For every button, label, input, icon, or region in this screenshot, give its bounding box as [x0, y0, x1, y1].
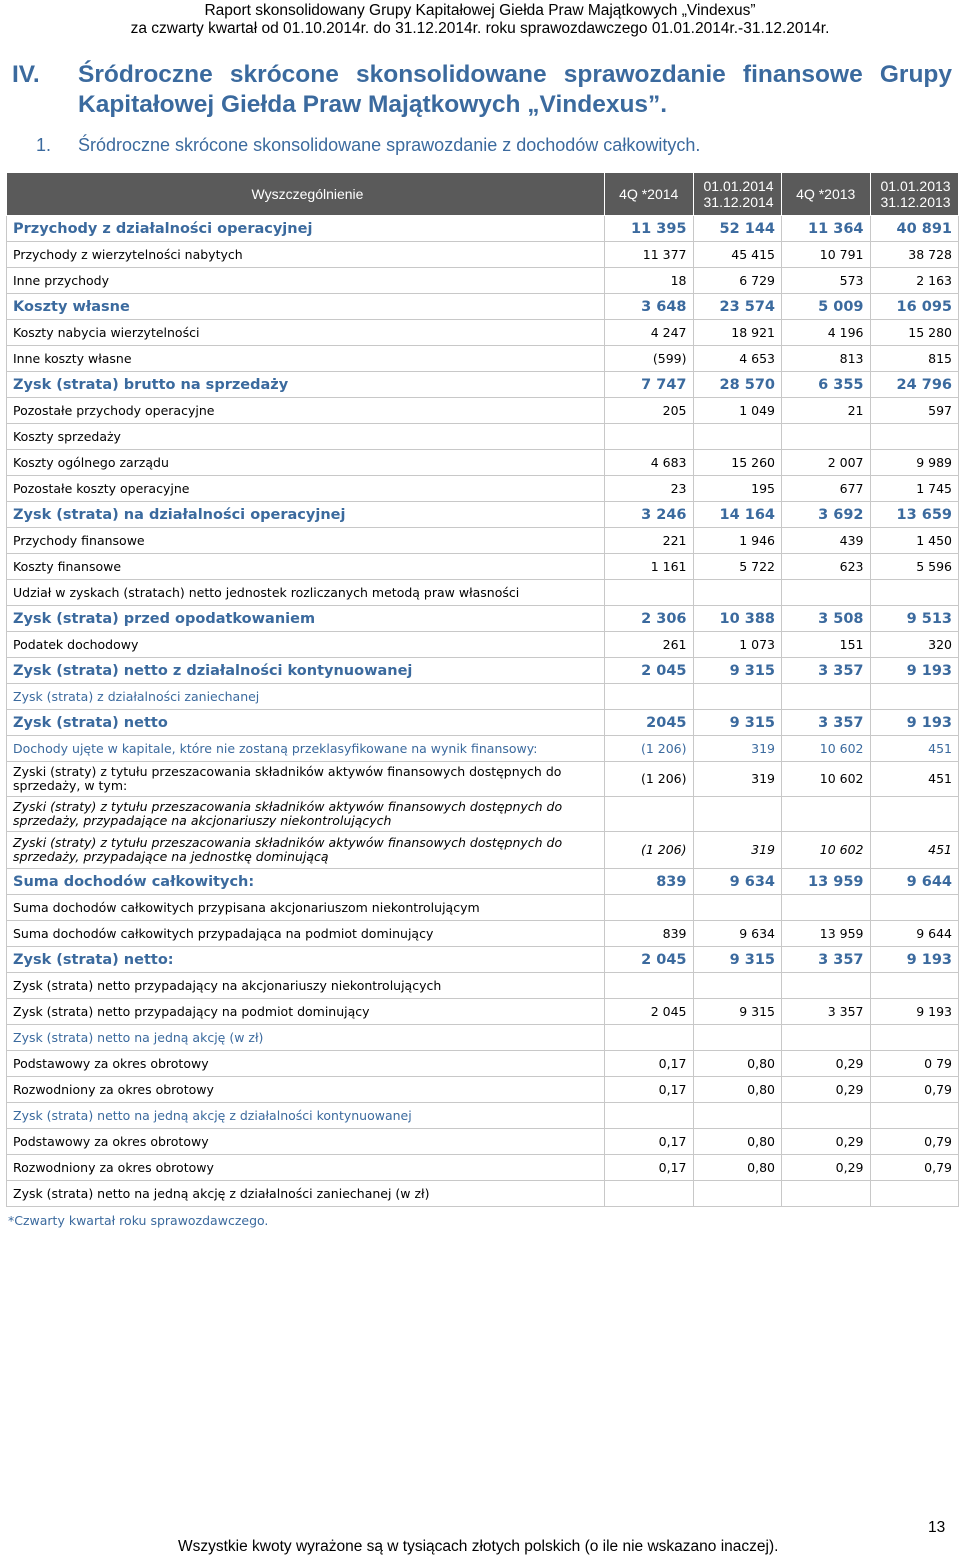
- value-4q-2013: 439: [782, 528, 871, 554]
- value-ytd-2014: 9 315: [693, 999, 782, 1025]
- value-4q-2013: [782, 797, 871, 832]
- value-4q-2014: [605, 1103, 694, 1129]
- row-label: Zyski (straty) z tytułu przeszacowania składników aktywów finansowych dostępnych do sprzedaży, przypadające na akcjonariuszy niekontrolujących: [7, 797, 605, 832]
- value-ytd-2014: 9 634: [693, 921, 782, 947]
- table-row: [7, 268, 959, 294]
- value-4q-2014: 4 683: [605, 450, 694, 476]
- table-row: [7, 216, 959, 242]
- table-row: [7, 346, 959, 372]
- value-ytd-2013: 15 280: [870, 320, 959, 346]
- value-ytd-2013: [870, 1181, 959, 1207]
- value-4q-2013: [782, 580, 871, 606]
- row-label: Koszty sprzedaży: [7, 424, 605, 450]
- page-number: 13: [928, 1519, 946, 1536]
- value-ytd-2013: 320: [870, 632, 959, 658]
- row-label: Podstawowy za okres obrotowy: [7, 1129, 605, 1155]
- value-ytd-2013: [870, 973, 959, 999]
- value-ytd-2013: 597: [870, 398, 959, 424]
- value-4q-2013: 10 602: [782, 832, 871, 869]
- row-label: Zysk (strata) netto:: [7, 947, 605, 973]
- row-label: Suma dochodów całkowitych przypadająca na podmiot dominujący: [7, 921, 605, 947]
- table-row: [7, 242, 959, 268]
- value-ytd-2013: 0,79: [870, 1077, 959, 1103]
- header-ytd-2013-text: 01.01.2013 31.12.2013: [880, 178, 951, 210]
- row-label: Zysk (strata) netto z działalności kontynuowanej: [7, 658, 605, 684]
- value-ytd-2013: 9 989: [870, 450, 959, 476]
- table-row: [7, 947, 959, 973]
- value-4q-2013: 573: [782, 268, 871, 294]
- row-label: Udział w zyskach (stratach) netto jednostek rozliczanych metodą praw własności: [7, 580, 605, 606]
- value-4q-2013: 5 009: [782, 294, 871, 320]
- table-row: [7, 450, 959, 476]
- row-label: Zyski (straty) z tytułu przeszacowania składników aktywów finansowych dostępnych do sprzedaży, przypadające na jednostkę dominującą: [7, 832, 605, 869]
- table-row: [7, 797, 959, 832]
- value-ytd-2013: 9 193: [870, 947, 959, 973]
- value-4q-2013: 3 357: [782, 658, 871, 684]
- value-4q-2013: 3 357: [782, 999, 871, 1025]
- value-ytd-2013: 9 193: [870, 999, 959, 1025]
- value-4q-2013: 4 196: [782, 320, 871, 346]
- value-ytd-2014: [693, 580, 782, 606]
- value-4q-2013: 13 959: [782, 921, 871, 947]
- value-4q-2013: 2 007: [782, 450, 871, 476]
- row-label: Przychody z wierzytelności nabytych: [7, 242, 605, 268]
- header-ytd-2014: [693, 173, 782, 216]
- value-4q-2013: [782, 1025, 871, 1051]
- value-4q-2014: [605, 1181, 694, 1207]
- subsection-number: 1.: [36, 135, 52, 155]
- row-label: Dochody ujęte w kapitale, które nie zostaną przeklasyfikowane na wynik finansowy:: [7, 736, 605, 762]
- value-4q-2014: 0,17: [605, 1051, 694, 1077]
- table-row: [7, 606, 959, 632]
- value-ytd-2014: [693, 1103, 782, 1129]
- value-4q-2014: 18: [605, 268, 694, 294]
- row-label: Inne przychody: [7, 268, 605, 294]
- value-ytd-2013: 9 193: [870, 710, 959, 736]
- value-4q-2013: 0,29: [782, 1155, 871, 1181]
- row-label: Zyski (straty) z tytułu przeszacowania składników aktywów finansowych dostępnych do sprzedaży, w tym:: [7, 762, 605, 797]
- subsection-title: [36, 134, 700, 156]
- value-4q-2014: 7 747: [605, 372, 694, 398]
- value-4q-2014: [605, 895, 694, 921]
- value-4q-2013: 677: [782, 476, 871, 502]
- value-4q-2014: 839: [605, 869, 694, 895]
- row-label: Podstawowy za okres obrotowy: [7, 1051, 605, 1077]
- header-4q-2013: 4Q *2013: [782, 173, 871, 216]
- value-ytd-2013: 451: [870, 832, 959, 869]
- value-ytd-2014: [693, 1025, 782, 1051]
- row-label: Inne koszty własne: [7, 346, 605, 372]
- value-4q-2013: [782, 973, 871, 999]
- value-ytd-2014: 9 315: [693, 947, 782, 973]
- table-row: [7, 684, 959, 710]
- value-4q-2014: 2 306: [605, 606, 694, 632]
- table-row: [7, 1103, 959, 1129]
- value-ytd-2014: 9 315: [693, 658, 782, 684]
- value-ytd-2013: 24 796: [870, 372, 959, 398]
- row-label: Zysk (strata) z działalności zaniechanej: [7, 684, 605, 710]
- value-ytd-2013: 9 513: [870, 606, 959, 632]
- value-ytd-2014: 52 144: [693, 216, 782, 242]
- row-label: Rozwodniony za okres obrotowy: [7, 1077, 605, 1103]
- value-ytd-2014: [693, 973, 782, 999]
- table-row: [7, 554, 959, 580]
- value-4q-2014: 11 395: [605, 216, 694, 242]
- value-4q-2014: 839: [605, 921, 694, 947]
- value-ytd-2014: [693, 1181, 782, 1207]
- value-ytd-2013: 38 728: [870, 242, 959, 268]
- value-ytd-2013: 9 644: [870, 921, 959, 947]
- value-4q-2013: 3 357: [782, 710, 871, 736]
- table-row: [7, 658, 959, 684]
- value-4q-2014: (1 206): [605, 736, 694, 762]
- value-4q-2013: 0,29: [782, 1129, 871, 1155]
- value-4q-2013: 813: [782, 346, 871, 372]
- value-ytd-2014: 319: [693, 762, 782, 797]
- value-4q-2013: [782, 895, 871, 921]
- table-row: [7, 710, 959, 736]
- value-4q-2014: 23: [605, 476, 694, 502]
- value-4q-2014: [605, 797, 694, 832]
- value-4q-2013: 0,29: [782, 1077, 871, 1103]
- table-row: [7, 1051, 959, 1077]
- value-4q-2014: 0,17: [605, 1155, 694, 1181]
- header-description: Wyszczególnienie: [7, 173, 605, 216]
- value-4q-2014: 0,17: [605, 1077, 694, 1103]
- footer-note: Wszystkie kwoty wyrażone są w tysiącach złotych polskich (o ile nie wskazano inaczej).: [178, 1538, 779, 1555]
- row-label: Zysk (strata) brutto na sprzedaży: [7, 372, 605, 398]
- value-4q-2014: 3 246: [605, 502, 694, 528]
- row-label: Pozostałe przychody operacyjne: [7, 398, 605, 424]
- value-ytd-2013: 9 193: [870, 658, 959, 684]
- value-4q-2013: 13 959: [782, 869, 871, 895]
- value-4q-2014: (599): [605, 346, 694, 372]
- value-ytd-2014: 9 315: [693, 710, 782, 736]
- value-ytd-2013: 13 659: [870, 502, 959, 528]
- value-ytd-2014: 5 722: [693, 554, 782, 580]
- row-label: Koszty nabycia wierzytelności: [7, 320, 605, 346]
- table-row: [7, 1077, 959, 1103]
- value-4q-2013: 623: [782, 554, 871, 580]
- value-ytd-2014: 28 570: [693, 372, 782, 398]
- value-4q-2014: [605, 580, 694, 606]
- table-row: [7, 973, 959, 999]
- value-ytd-2013: 815: [870, 346, 959, 372]
- value-4q-2014: (1 206): [605, 832, 694, 869]
- comprehensive-income-table: [6, 172, 959, 1207]
- value-4q-2014: 1 161: [605, 554, 694, 580]
- value-ytd-2014: [693, 797, 782, 832]
- value-4q-2014: [605, 424, 694, 450]
- value-ytd-2014: 18 921: [693, 320, 782, 346]
- value-4q-2014: (1 206): [605, 762, 694, 797]
- table-row: [7, 294, 959, 320]
- value-ytd-2014: 10 388: [693, 606, 782, 632]
- value-4q-2013: [782, 424, 871, 450]
- value-4q-2014: 2 045: [605, 999, 694, 1025]
- value-ytd-2013: [870, 1103, 959, 1129]
- value-4q-2014: 0,17: [605, 1129, 694, 1155]
- value-ytd-2014: 6 729: [693, 268, 782, 294]
- value-4q-2013: [782, 1181, 871, 1207]
- value-4q-2013: [782, 684, 871, 710]
- value-ytd-2014: 4 653: [693, 346, 782, 372]
- value-ytd-2013: 0 79: [870, 1051, 959, 1077]
- table-row: [7, 424, 959, 450]
- value-ytd-2014: [693, 684, 782, 710]
- value-ytd-2014: 1 049: [693, 398, 782, 424]
- row-label: Koszty finansowe: [7, 554, 605, 580]
- table-row: [7, 502, 959, 528]
- value-ytd-2013: 1 745: [870, 476, 959, 502]
- value-ytd-2013: [870, 1025, 959, 1051]
- value-ytd-2013: [870, 797, 959, 832]
- value-ytd-2014: 0,80: [693, 1129, 782, 1155]
- header-ytd-2013: [870, 173, 959, 216]
- value-ytd-2014: 14 164: [693, 502, 782, 528]
- table-row: [7, 580, 959, 606]
- row-label: Przychody z działalności operacyjnej: [7, 216, 605, 242]
- value-4q-2014: [605, 684, 694, 710]
- table-row: [7, 762, 959, 797]
- value-4q-2014: 2 045: [605, 947, 694, 973]
- row-label: Zysk (strata) na działalności operacyjnej: [7, 502, 605, 528]
- value-ytd-2014: 15 260: [693, 450, 782, 476]
- report-header-line-2: za czwarty kwartał od 01.10.2014r. do 31.12.2014r. roku sprawozdawczego 01.01.2014r.-31.12.2014r.: [130, 20, 830, 37]
- table-row: [7, 1155, 959, 1181]
- table-row: [7, 1129, 959, 1155]
- value-ytd-2013: [870, 424, 959, 450]
- row-label: Zysk (strata) netto: [7, 710, 605, 736]
- header-4q-2014: 4Q *2014: [605, 173, 694, 216]
- value-ytd-2014: 0,80: [693, 1155, 782, 1181]
- value-ytd-2013: 0,79: [870, 1129, 959, 1155]
- value-ytd-2014: 23 574: [693, 294, 782, 320]
- row-label: Zysk (strata) netto na jedną akcję z działalności zaniechanej (w zł): [7, 1181, 605, 1207]
- row-label: Zysk (strata) netto na jedną akcję z działalności kontynuowanej: [7, 1103, 605, 1129]
- value-ytd-2014: 0,80: [693, 1077, 782, 1103]
- row-label: Pozostałe koszty operacyjne: [7, 476, 605, 502]
- value-ytd-2013: 40 891: [870, 216, 959, 242]
- value-ytd-2014: 9 634: [693, 869, 782, 895]
- value-ytd-2013: 9 644: [870, 869, 959, 895]
- table-row: [7, 736, 959, 762]
- subsection-title-text: Śródroczne skrócone skonsolidowane sprawozdanie z dochodów całkowitych.: [78, 135, 701, 155]
- value-ytd-2013: 0,79: [870, 1155, 959, 1181]
- value-4q-2013: 10 602: [782, 736, 871, 762]
- table-row: [7, 895, 959, 921]
- report-header-line-1: Raport skonsolidowany Grupy Kapitałowej Giełda Praw Majątkowych „Vindexus”: [204, 2, 756, 19]
- value-ytd-2014: 195: [693, 476, 782, 502]
- value-ytd-2013: [870, 895, 959, 921]
- table-row: [7, 528, 959, 554]
- value-ytd-2014: [693, 424, 782, 450]
- value-4q-2014: 221: [605, 528, 694, 554]
- value-ytd-2014: 0,80: [693, 1051, 782, 1077]
- value-ytd-2013: [870, 684, 959, 710]
- value-4q-2013: 10 791: [782, 242, 871, 268]
- value-4q-2013: 3 357: [782, 947, 871, 973]
- value-4q-2013: 11 364: [782, 216, 871, 242]
- table-row: [7, 921, 959, 947]
- value-ytd-2014: 319: [693, 736, 782, 762]
- value-4q-2014: [605, 1025, 694, 1051]
- value-4q-2013: 0,29: [782, 1051, 871, 1077]
- table-row: [7, 372, 959, 398]
- value-4q-2014: 3 648: [605, 294, 694, 320]
- value-4q-2013: 3 692: [782, 502, 871, 528]
- report-header: [0, 2, 960, 38]
- value-4q-2014: 2045: [605, 710, 694, 736]
- table-row: [7, 832, 959, 869]
- value-4q-2014: 11 377: [605, 242, 694, 268]
- table-row: [7, 869, 959, 895]
- value-ytd-2014: 1 073: [693, 632, 782, 658]
- value-ytd-2014: [693, 895, 782, 921]
- value-ytd-2014: 45 415: [693, 242, 782, 268]
- row-label: Rozwodniony za okres obrotowy: [7, 1155, 605, 1181]
- row-label: Zysk (strata) przed opodatkowaniem: [7, 606, 605, 632]
- row-label: Koszty ogólnego zarządu: [7, 450, 605, 476]
- value-4q-2014: 4 247: [605, 320, 694, 346]
- table-row: [7, 1181, 959, 1207]
- header-ytd-2014-text: 01.01.2014 31.12.2014: [703, 178, 774, 210]
- value-ytd-2014: 319: [693, 832, 782, 869]
- table-row: [7, 320, 959, 346]
- table-row: [7, 632, 959, 658]
- value-4q-2014: 2 045: [605, 658, 694, 684]
- value-ytd-2013: 16 095: [870, 294, 959, 320]
- value-4q-2014: [605, 973, 694, 999]
- footnote: *Czwarty kwartał roku sprawozdawczego.: [8, 1213, 269, 1228]
- row-label: Przychody finansowe: [7, 528, 605, 554]
- row-label: Koszty własne: [7, 294, 605, 320]
- section-title: [12, 60, 952, 120]
- section-title-text: Śródroczne skrócone skonsolidowane sprawozdanie finansowe Grupy Kapitałowej Giełda Praw Majątkowych „Vindexus”.: [78, 61, 952, 118]
- section-number: IV.: [12, 61, 40, 88]
- value-4q-2013: 21: [782, 398, 871, 424]
- row-label: Zysk (strata) netto przypadający na podmiot dominujący: [7, 999, 605, 1025]
- value-4q-2013: 151: [782, 632, 871, 658]
- value-ytd-2013: 451: [870, 736, 959, 762]
- table-header-row: [7, 173, 959, 216]
- row-label: Zysk (strata) netto na jedną akcję (w zł): [7, 1025, 605, 1051]
- table-row: [7, 476, 959, 502]
- value-4q-2014: 261: [605, 632, 694, 658]
- value-4q-2013: 6 355: [782, 372, 871, 398]
- value-ytd-2014: 1 946: [693, 528, 782, 554]
- value-4q-2013: [782, 1103, 871, 1129]
- row-label: Suma dochodów całkowitych przypisana akcjonariuszom niekontrolującym: [7, 895, 605, 921]
- value-ytd-2013: 2 163: [870, 268, 959, 294]
- value-4q-2013: 10 602: [782, 762, 871, 797]
- row-label: Suma dochodów całkowitych:: [7, 869, 605, 895]
- value-4q-2013: 3 508: [782, 606, 871, 632]
- value-ytd-2013: [870, 580, 959, 606]
- table-row: [7, 398, 959, 424]
- value-ytd-2013: 5 596: [870, 554, 959, 580]
- row-label: Zysk (strata) netto przypadający na akcjonariuszy niekontrolujących: [7, 973, 605, 999]
- table-row: [7, 999, 959, 1025]
- value-ytd-2013: 1 450: [870, 528, 959, 554]
- table-row: [7, 1025, 959, 1051]
- value-4q-2014: 205: [605, 398, 694, 424]
- value-ytd-2013: 451: [870, 762, 959, 797]
- row-label: Podatek dochodowy: [7, 632, 605, 658]
